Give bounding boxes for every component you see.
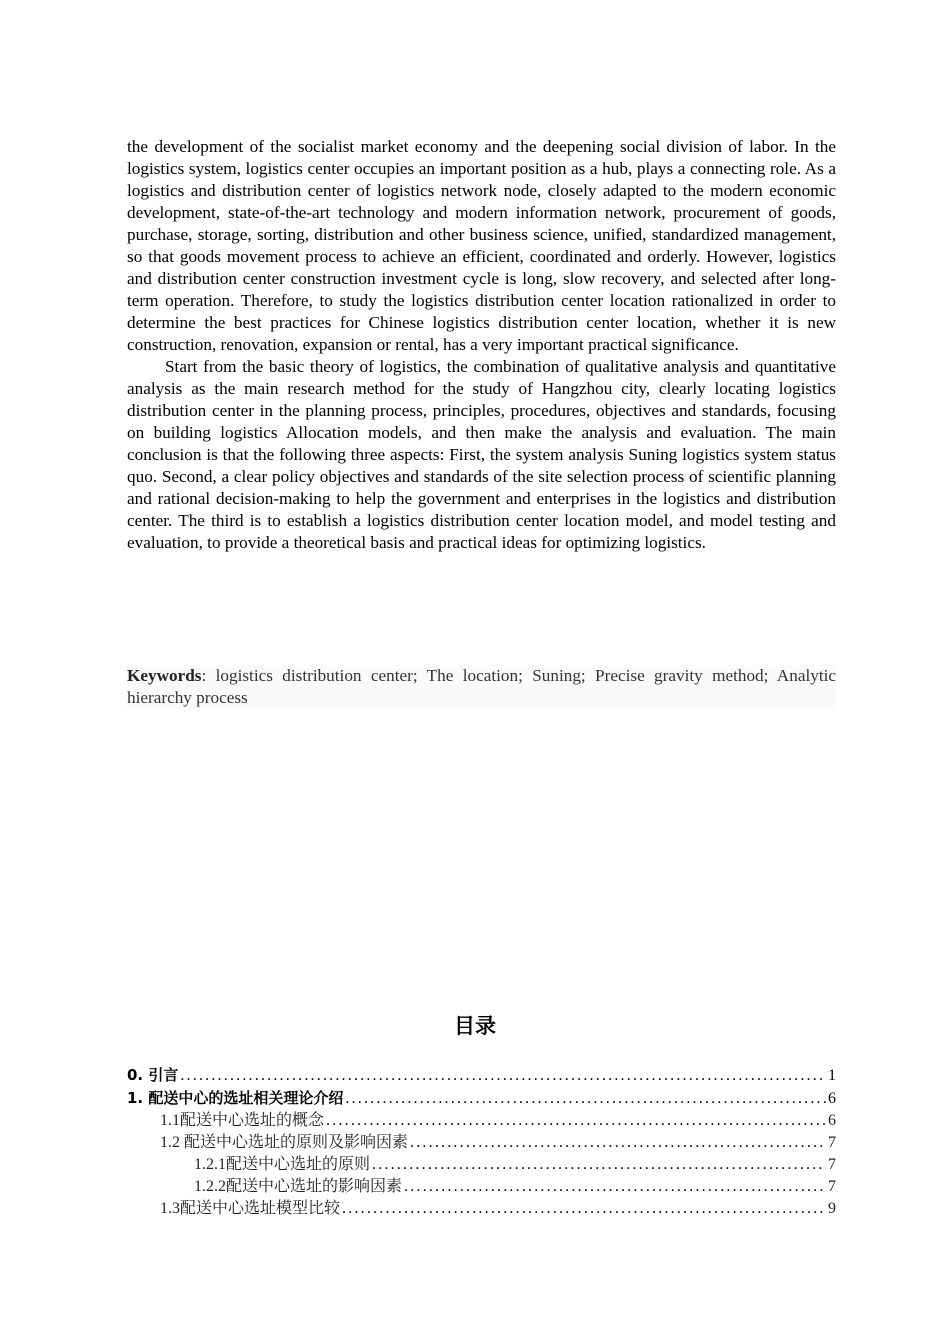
toc-page: 7 (828, 1156, 836, 1173)
toc-entry[interactable] (127, 1176, 836, 1198)
toc-entry-text: 1.2.1配送中心选址的原则 (194, 1156, 371, 1173)
keywords-text: : logistics distribution center; The location; Suning; Precise gravity method; Analytic hierarchy process (127, 666, 836, 707)
toc-entry-text: 1.2 配送中心选址的原则及影响因素 (160, 1134, 409, 1151)
toc-entry-text: 1. 配送中心的选址相关理论介绍 (127, 1089, 344, 1107)
toc-entry[interactable] (127, 1087, 836, 1110)
toc-entry[interactable] (127, 1154, 836, 1176)
abstract-body (127, 136, 836, 554)
toc-page: 6 (828, 1112, 836, 1129)
toc-leader (372, 1154, 826, 1176)
toc-page: 1 (828, 1067, 836, 1084)
toc-leader (180, 1065, 826, 1087)
keywords-label: Keywords (127, 666, 202, 685)
toc-entry-text: 1.2.2配送中心选址的影响因素 (194, 1178, 403, 1195)
toc-entry[interactable] (127, 1064, 836, 1087)
toc-page: 7 (828, 1178, 836, 1195)
toc-entry[interactable] (127, 1110, 836, 1132)
keywords (127, 665, 836, 709)
toc-leader (326, 1110, 826, 1132)
toc-leader (342, 1198, 826, 1220)
toc-entry-text: 1.3配送中心选址模型比较 (160, 1200, 341, 1217)
toc-entry[interactable] (127, 1132, 836, 1154)
table-of-contents (127, 1064, 836, 1220)
toc-entry[interactable] (127, 1198, 836, 1220)
toc-title: 目录 (454, 1014, 496, 1038)
abstract-paragraph: the development of the socialist market economy and the deepening social division of labor. In the logistics system, logistics center occupies an important position as a hub, plays a connecting role. As a logistics and distribution center of logistics network node, closely adapted to the modern economic development, state-of-the-art technology and modern information network, procurement of goods, purchase, storage, sorting, distribution and other business science, unified, standardized management, so that goods movement process to achieve an efficient, coordinated and orderly. However, logistics and distribution center construction investment cycle is long, slow recovery, and selected after long-term operation. Therefore, to study the logistics distribution center location rationalized in order to determine the best practices for Chinese logistics distribution center location, whether it is new construction, renovation, expansion or rental, has a very important practical significance. (127, 137, 836, 354)
toc-page: 9 (828, 1200, 836, 1217)
toc-leader (404, 1176, 826, 1198)
toc-page: 7 (828, 1134, 836, 1151)
toc-page: 6 (828, 1090, 836, 1107)
toc-leader (410, 1132, 826, 1154)
toc-entry-text: 0. 引言 (127, 1066, 179, 1084)
toc-entry-text: 1.1配送中心选址的概念 (160, 1112, 325, 1129)
toc-leader (345, 1088, 826, 1110)
abstract-paragraph: Start from the basic theory of logistics, the combination of qualitative analysis and quantitative analysis as the main research method for the study of Hangzhou city, clearly locating logistics distribution center in the planning process, principles, procedures, objectives and standards, focusing on building logistics Allocation models, and then make the analysis and evaluation. The main conclusion is that the following three aspects: First, the system analysis Suning logistics system status quo. Second, a clear policy objectives and standards of the site selection process of scientific planning and rational decision-making to help the government and enterprises in the logistics and distribution center. The third is to establish a logistics distribution center location model, and model testing and evaluation, to provide a theoretical basis and practical ideas for optimizing logistics. (127, 357, 836, 552)
